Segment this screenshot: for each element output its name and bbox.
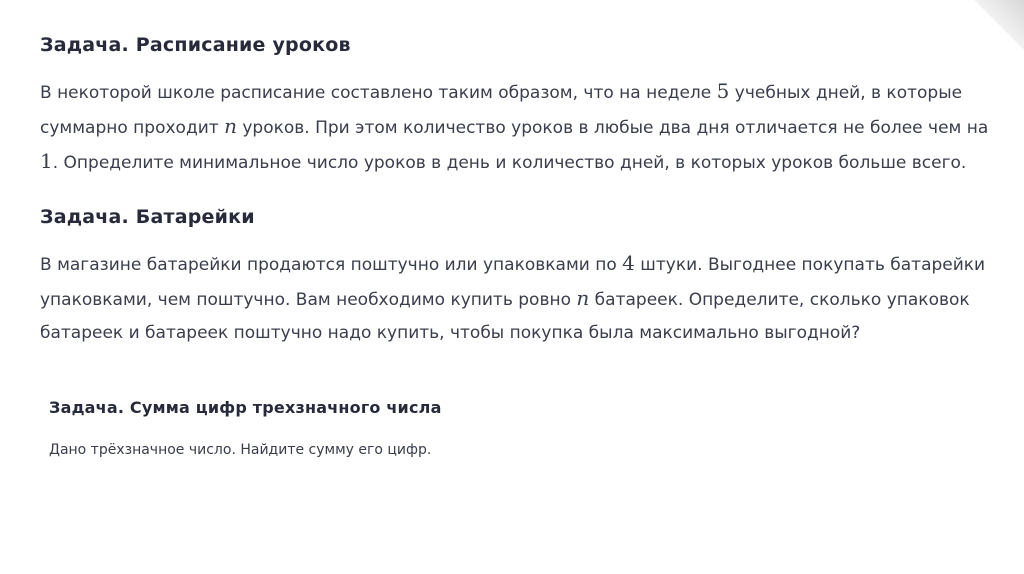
math-number: 5 <box>716 79 730 103</box>
task-title: Задача. Расписание уроков <box>40 34 351 56</box>
math-number: 1 <box>40 149 53 173</box>
task-body <box>49 440 999 460</box>
task-body <box>40 75 990 180</box>
math-variable: n <box>576 286 590 310</box>
math-number: 4 <box>622 251 635 275</box>
text-run: уроков. При этом количество уроков в любые два дня отличается не более чем на <box>236 118 989 138</box>
text-run: . Определите минимальное число уроков в день и количество дней, в которых уроков больше всего. <box>52 153 967 173</box>
text-run: В магазине батарейки продаются поштучно или упаковками по <box>40 255 623 275</box>
text-run: батареек. Определите, сколько упаковок батареек и батареек поштучно надо купить, чтобы покупка была максимально выгодной? <box>40 290 970 343</box>
task-digit-sum <box>49 398 999 460</box>
task-body <box>40 247 990 350</box>
math-variable: n <box>224 114 237 138</box>
task-lesson-schedule <box>40 34 990 180</box>
text-run: штуки. Выгоднее покупать батарейки упаковками, чем поштучно. Вам необходимо купить ровно <box>40 255 986 310</box>
text-run: учебных дней, в которые суммарно проходит <box>40 83 963 138</box>
text-run: В некоторой школе расписание составлено таким образом, что на неделе <box>40 83 717 103</box>
task-title: Задача. Сумма цифр трехзначного числа <box>49 398 442 417</box>
task-batteries <box>40 206 990 350</box>
text-run: Дано трёхзначное число. Найдите сумму его цифр. <box>49 442 432 458</box>
task-title: Задача. Батарейки <box>40 206 255 228</box>
